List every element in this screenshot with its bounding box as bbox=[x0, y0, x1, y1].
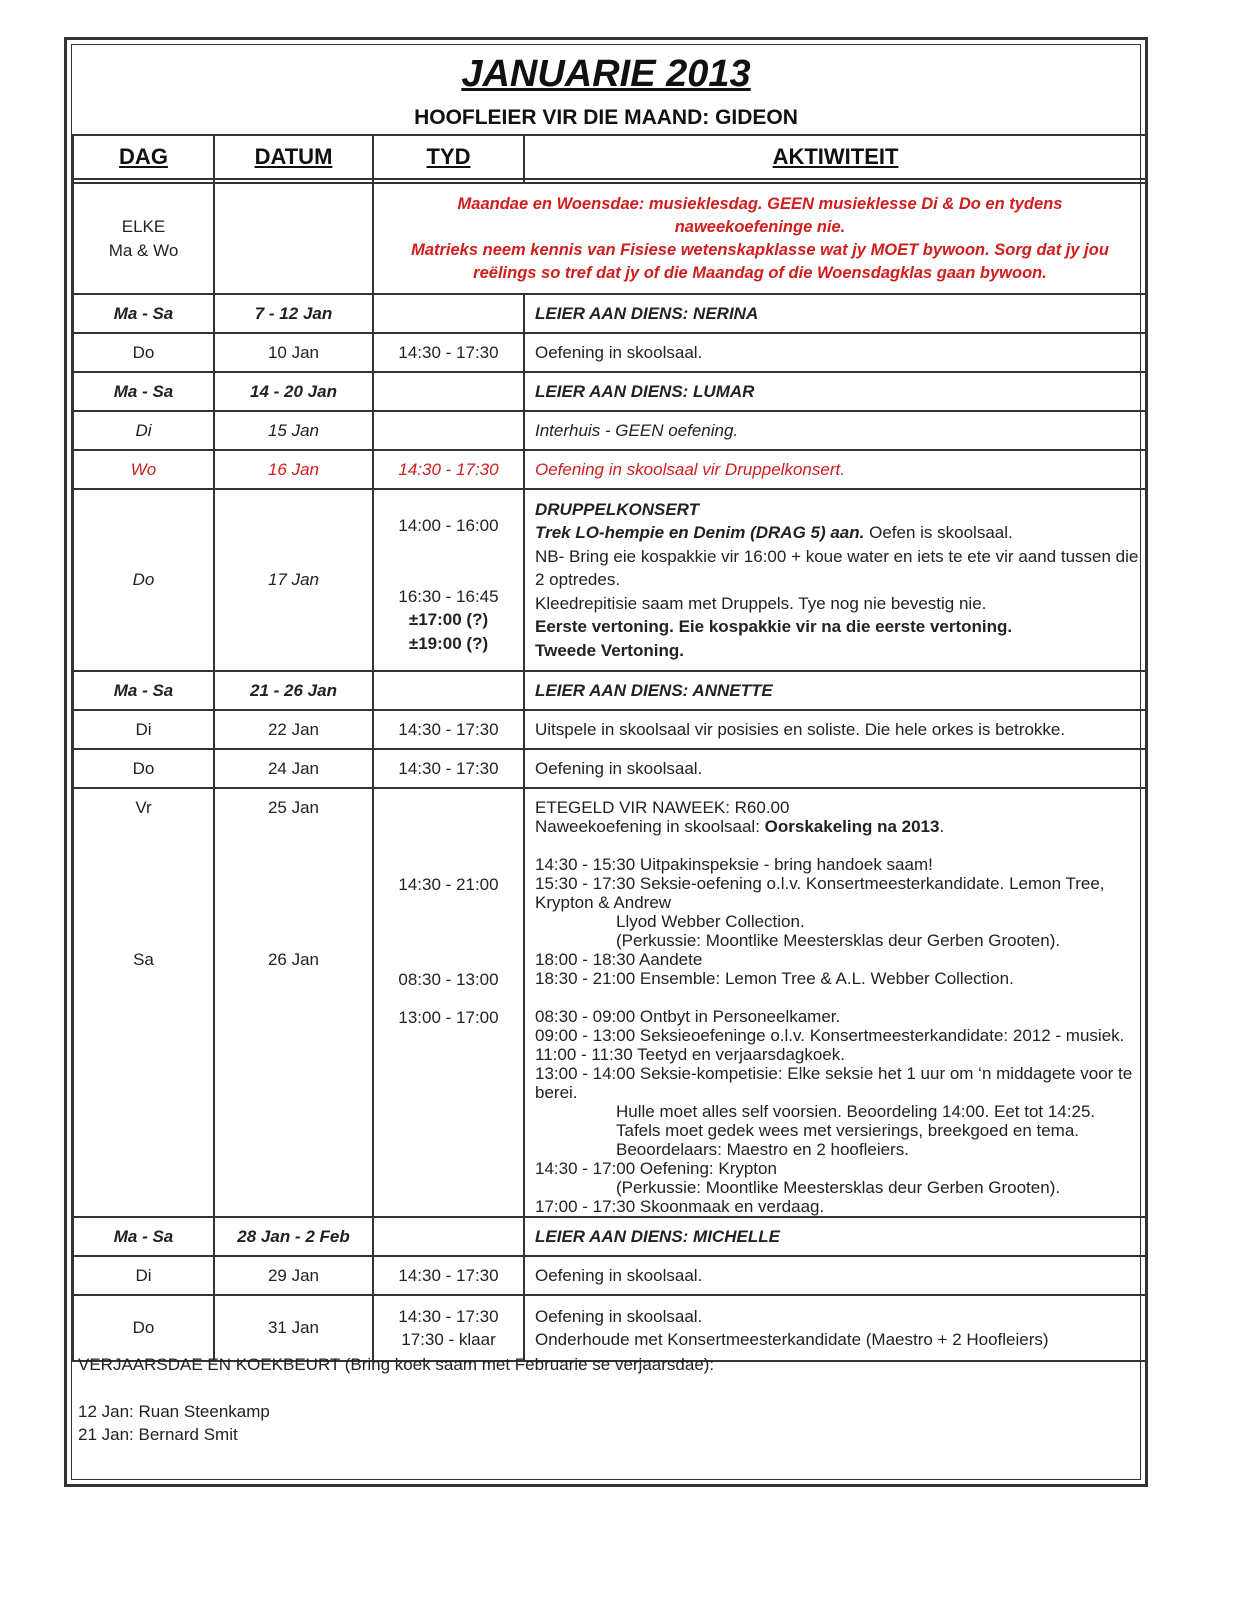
schedule-line: 08:30 - 09:00 Ontbyt in Personeelkamer. bbox=[535, 1007, 841, 1026]
table-row bbox=[73, 671, 1147, 710]
col-header-tyd: TYD bbox=[373, 135, 524, 179]
page-subtitle: HOOFLEIER VIR DIE MAAND: GIDEON bbox=[414, 106, 798, 129]
cell-tyd: 14:30 - 17:30 bbox=[373, 749, 524, 788]
first-show-line: Eerste vertoning. Eie kospakkie vir na die eerste vertoning. bbox=[535, 617, 1013, 637]
cell-dag: Ma - Sa bbox=[73, 1217, 214, 1256]
cell-note bbox=[373, 183, 1147, 294]
cell-aktiwiteit: LEIER AAN DIENS: LUMAR bbox=[524, 372, 1147, 411]
birthday-heading: VERJAARSDAE EN KOEKBEURT (Bring koek saam met Februarie se verjaarsdae): bbox=[78, 1355, 715, 1374]
cell-dag: Di bbox=[73, 1256, 214, 1295]
cell-dag bbox=[73, 183, 214, 294]
note-line: naweekoefeninge nie. bbox=[674, 217, 846, 236]
weekend-end: . bbox=[939, 817, 945, 836]
table-row bbox=[73, 1295, 1147, 1361]
note-line: reëlings so tref dat jy of die Maandag of die Woensdagklas gaan bywoon. bbox=[473, 263, 1047, 282]
birthday-section bbox=[78, 1353, 714, 1447]
day-label: Sa bbox=[133, 950, 154, 969]
schedule-line: 15:30 - 17:30 Seksie-oefening o.l.v. Konsertmeesterkandidate. Lemon Tree, Krypton & Andrew bbox=[535, 874, 1105, 912]
schedule-line: (Perkussie: Moontlike Meestersklas deur Gerben Grooten). bbox=[616, 931, 1061, 950]
cell-datum: 15 Jan bbox=[214, 411, 373, 450]
cell-aktiwiteit: Oefening in skoolsaal. bbox=[524, 333, 1147, 372]
cell-datum: 10 Jan bbox=[214, 333, 373, 372]
table-row-druppelkonsert bbox=[73, 489, 1147, 671]
schedule-line: Tafels moet gedek wees met versierings, breekgoed en tema. bbox=[616, 1121, 1080, 1140]
weekend-theme: Oorskakeling na 2013 bbox=[764, 817, 940, 836]
time-label: 14:30 - 21:00 bbox=[398, 875, 499, 894]
cell-tyd bbox=[373, 372, 524, 411]
table-row-naweek bbox=[73, 788, 1147, 1217]
dress-instruction: Trek LO-hempie en Denim (DRAG 5) aan. bbox=[535, 523, 865, 543]
cell-tyd: 14:30 - 17:30 bbox=[373, 1256, 524, 1295]
cell-aktiwiteit bbox=[524, 788, 1147, 1217]
cell-datum: 7 - 12 Jan bbox=[214, 294, 373, 333]
cell-tyd: 14:30 - 17:30 bbox=[373, 710, 524, 749]
cell-datum: 24 Jan bbox=[214, 749, 373, 788]
cell-dag: Ma - Sa bbox=[73, 372, 214, 411]
col-header-aktiwiteit: AKTIWITEIT bbox=[524, 135, 1147, 179]
cell-datum: 21 - 26 Jan bbox=[214, 671, 373, 710]
konsert-heading: DRUPPELKONSERT bbox=[535, 499, 700, 519]
birthday-item: 21 Jan: Bernard Smit bbox=[78, 1425, 238, 1444]
cell-datum: 17 Jan bbox=[214, 489, 373, 671]
time-label: 08:30 - 13:00 bbox=[398, 970, 499, 989]
table-row bbox=[73, 411, 1147, 450]
schedule-line: Beoordelaars: Maestro en 2 hoofleiers. bbox=[616, 1140, 909, 1159]
schedule-line: 17:00 - 17:30 Skoonmaak en verdaag. bbox=[535, 1197, 825, 1216]
schedule-sheet bbox=[64, 37, 1148, 1487]
schedule-line: 11:00 - 11:30 Teetyd en verjaarsdagkoek. bbox=[535, 1045, 845, 1064]
header-row bbox=[73, 135, 1147, 179]
time-line: ±19:00 (?) bbox=[408, 633, 489, 653]
food-money-line: ETEGELD VIR NAWEEK: R60.00 bbox=[535, 798, 790, 817]
table-row bbox=[73, 450, 1147, 489]
cell-datum: 16 Jan bbox=[214, 450, 373, 489]
cell-tyd: 14:30 - 17:30 bbox=[373, 333, 524, 372]
schedule-line: 09:00 - 13:00 Seksieoefeninge o.l.v. Konsertmeesterkandidate: 2012 - musiek. bbox=[535, 1026, 1125, 1045]
cell-aktiwiteit: LEIER AAN DIENS: MICHELLE bbox=[524, 1217, 1147, 1256]
time-label: 13:00 - 17:00 bbox=[398, 1008, 499, 1027]
schedule-line: (Perkussie: Moontlike Meestersklas deur Gerben Grooten). bbox=[616, 1178, 1061, 1197]
elke-days: Ma & Wo bbox=[108, 240, 179, 260]
cell-dag: Do bbox=[73, 489, 214, 671]
cell-tyd bbox=[373, 411, 524, 450]
col-header-dag: DAG bbox=[73, 135, 214, 179]
table-row bbox=[73, 333, 1147, 372]
cell-dag: Do bbox=[73, 749, 214, 788]
date-label: 26 Jan bbox=[267, 950, 320, 969]
dress-rest: Oefen is skoolsaal. bbox=[864, 523, 1013, 543]
cell-datum bbox=[214, 788, 373, 1217]
schedule-line: 14:30 - 15:30 Uitpakinspeksie - bring handoek saam! bbox=[535, 855, 933, 874]
schedule-line: 18:00 - 18:30 Aandete bbox=[535, 950, 703, 969]
cell-aktiwiteit: LEIER AAN DIENS: NERINA bbox=[524, 294, 1147, 333]
cell-datum: 28 Jan - 2 Feb bbox=[214, 1217, 373, 1256]
time-line: ±17:00 (?) bbox=[408, 610, 489, 629]
time-line: 14:30 - 17:30 bbox=[398, 1306, 499, 1326]
cell-datum: 22 Jan bbox=[214, 710, 373, 749]
date-label: 25 Jan bbox=[267, 798, 320, 817]
cell-tyd bbox=[373, 294, 524, 333]
cell-tyd: 14:30 - 17:30 bbox=[373, 450, 524, 489]
music-class-note bbox=[374, 193, 1146, 285]
schedule-line: 14:30 - 17:00 Oefening: Krypton bbox=[535, 1159, 777, 1178]
activity-line: Onderhoude met Konsertmeesterkandidate (Maestro + 2 Hoofleiers) bbox=[535, 1330, 1049, 1349]
cell-dag bbox=[73, 788, 214, 1217]
table-row bbox=[73, 1256, 1147, 1295]
table-row bbox=[73, 1217, 1147, 1256]
table-row bbox=[73, 749, 1147, 788]
cell-tyd bbox=[373, 671, 524, 710]
nb-line: NB- Bring eie kospakkie vir 16:00 + koue water en iets te ete vir aand tussen die bbox=[535, 546, 1139, 566]
cell-datum: 31 Jan bbox=[214, 1295, 373, 1361]
cell-dag: Di bbox=[73, 411, 214, 450]
schedule-inner bbox=[71, 44, 1141, 1480]
cell-aktiwiteit: Uitspele in skoolsaal vir posisies en soliste. Die hele orkes is betrokke. bbox=[524, 710, 1147, 749]
cell-dag: Wo bbox=[73, 450, 214, 489]
cell-dag: Do bbox=[73, 333, 214, 372]
cell-aktiwiteit bbox=[524, 1295, 1147, 1361]
cell-datum: 14 - 20 Jan bbox=[214, 372, 373, 411]
table-row-elke bbox=[73, 183, 1147, 294]
cell-dag: Di bbox=[73, 710, 214, 749]
birthday-item: 12 Jan: Ruan Steenkamp bbox=[78, 1401, 270, 1421]
cell-dag: Ma - Sa bbox=[73, 294, 214, 333]
col-header-datum: DATUM bbox=[214, 135, 373, 179]
activity-line: Oefening in skoolsaal. bbox=[535, 1306, 703, 1326]
cell-aktiwiteit: Interhuis - GEEN oefening. bbox=[524, 411, 1147, 450]
cell-aktiwiteit: Oefening in skoolsaal. bbox=[524, 749, 1147, 788]
cell-dag: Do bbox=[73, 1295, 214, 1361]
time-line: 17:30 - klaar bbox=[401, 1330, 496, 1349]
cell-tyd bbox=[373, 489, 524, 671]
cell-aktiwiteit: Oefening in skoolsaal. bbox=[524, 1256, 1147, 1295]
note-line: Matrieks neem kennis van Fisiese wetenskapklasse wat jy MOET bywoon. Sorg dat jy jou bbox=[411, 240, 1109, 259]
schedule-line: Llyod Webber Collection. bbox=[616, 912, 805, 931]
table-row bbox=[73, 710, 1147, 749]
schedule-line: Hulle moet alles self voorsien. Beoordeling 14:00. Eet tot 14:25. bbox=[616, 1102, 1096, 1121]
weekend-line bbox=[535, 817, 1146, 836]
cell-aktiwiteit bbox=[524, 489, 1147, 671]
cell-datum: 29 Jan bbox=[214, 1256, 373, 1295]
cell-tyd bbox=[373, 1217, 524, 1256]
cell-dag: Ma - Sa bbox=[73, 671, 214, 710]
time-line: 14:00 - 16:00 bbox=[398, 516, 499, 535]
cell-aktiwiteit: Oefening in skoolsaal vir Druppelkonsert. bbox=[524, 450, 1147, 489]
schedule-table bbox=[72, 134, 1148, 1362]
note-line: Maandae en Woensdae: musieklesdag. GEEN musieklesse Di & Do en tydens bbox=[457, 194, 1063, 213]
time-line: 16:30 - 16:45 bbox=[398, 586, 499, 606]
weekend-text: Naweekoefening in skoolsaal: bbox=[535, 817, 765, 836]
day-label: Vr bbox=[135, 798, 152, 817]
page-title: JANUARIE 2013 bbox=[461, 53, 751, 95]
elke-line: ELKE bbox=[121, 217, 166, 236]
cell-datum bbox=[214, 183, 373, 294]
dress-line bbox=[535, 521, 1146, 545]
rehearsal-line: Kleedrepitisie saam met Druppels. Tye nog nie bevestig nie. bbox=[535, 593, 987, 613]
cell-aktiwiteit: LEIER AAN DIENS: ANNETTE bbox=[524, 671, 1147, 710]
second-show-line: Tweede Vertoning. bbox=[535, 640, 684, 660]
schedule-line: 13:00 - 14:00 Seksie-kompetisie: Elke seksie het 1 uur om ‘n middagete voor te berei. bbox=[535, 1064, 1133, 1102]
table-row bbox=[73, 294, 1147, 333]
schedule-line: 18:30 - 21:00 Ensemble: Lemon Tree & A.L. Webber Collection. bbox=[535, 969, 1014, 988]
table-row bbox=[73, 372, 1147, 411]
cell-tyd bbox=[373, 788, 524, 1217]
cell-tyd bbox=[373, 1295, 524, 1361]
nb-line: 2 optredes. bbox=[535, 570, 621, 590]
